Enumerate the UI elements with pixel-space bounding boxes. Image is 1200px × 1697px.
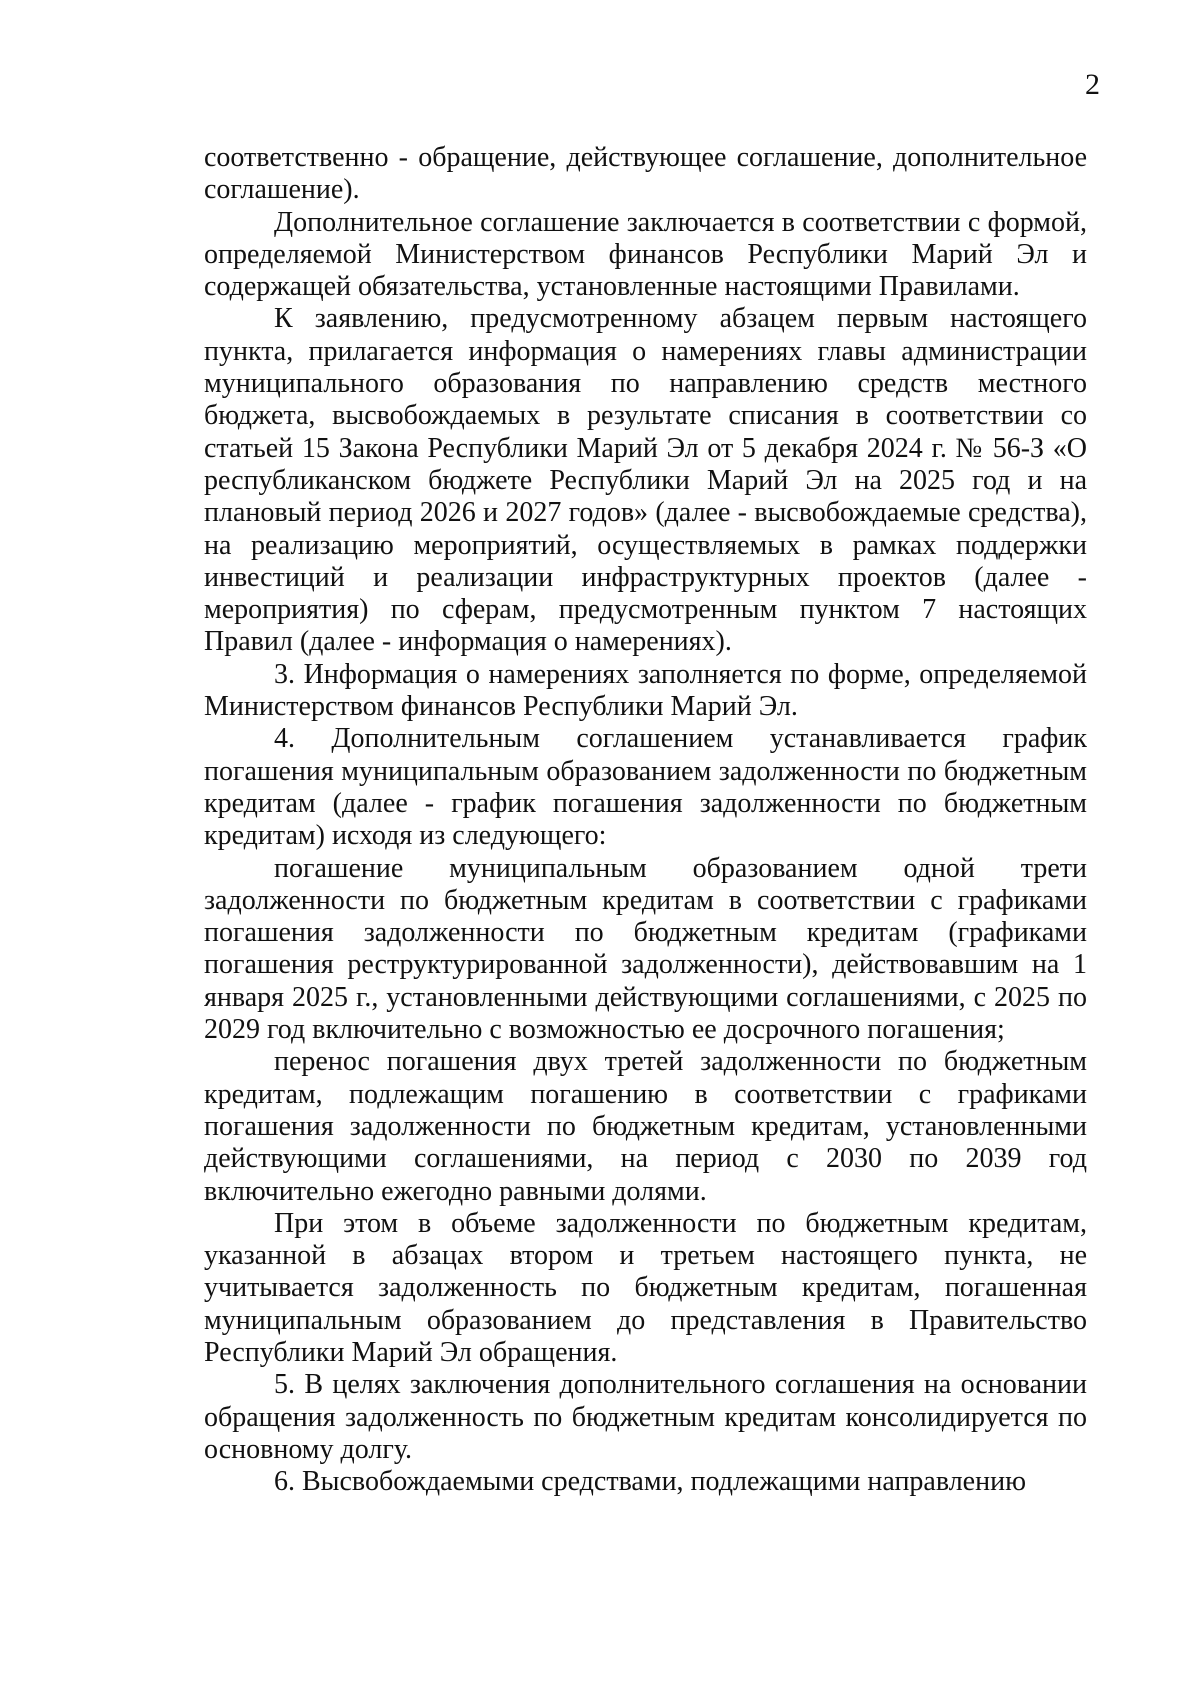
paragraph-item-3: 3. Информация о намерениях заполняется по форме, определяемой Министерством финансов Республики Марий Эл.	[204, 658, 1087, 723]
paragraph-item-5: 5. В целях заключения дополнительного соглашения на основании обращения задолженность по бюджетным кредитам консолидируется по основному долгу.	[204, 1369, 1087, 1465]
document-body	[204, 142, 1087, 1498]
paragraph-item-6: 6. Высвобождаемыми средствами, подлежащими направлению	[274, 1466, 1026, 1498]
paragraph-repayment-one-third: погашение муниципальным образованием одной трети задолженности по бюджетным кредитам в соответствии с графиками погашения задолженности по бюджетным кредитам (графиками погашения реструктурированной задолженности), действовавшим на 1 января 2025 г., установленными действующими соглашениями, с 2025 по 2029 год включительно с возможностью ее досрочного погашения;	[204, 852, 1087, 1046]
page-number: 2	[1085, 68, 1100, 101]
paragraph-continuation: соответственно - обращение, действующее соглашение, дополнительное соглашение).	[204, 142, 1087, 206]
paragraph-intentions-info: К заявлению, предусмотренному абзацем первым настоящего пункта, прилагается информация о намерениях главы администрации муниципального образования по направлению средств местного бюджета, высвобождаемых в результате списания в соответствии со статьей 15 Закона Республики Марий Эл от 5 декабря 2024 г. № 56-З «О республиканском бюджете Республики Марий Эл на 2025 год и на плановый период 2026 и 2027 годов» (далее - высвобождаемые средства), на реализацию мероприятий, осуществляемых в рамках поддержки инвестиций и реализации инфраструктурных проектов (далее - мероприятия) по сферам, предусмотренным пунктом 7 настоящих Правил (далее - информация о намерениях).	[204, 303, 1087, 658]
paragraph-exclusion: При этом в объеме задолженности по бюджетным кредитам, указанной в абзацах втором и третьем настоящего пункта, не учитывается задолженность по бюджетным кредитам, погашенная муниципальным образованием до представления в Правительство Республики Марий Эл обращения.	[204, 1207, 1087, 1368]
paragraph-transfer-two-thirds: перенос погашения двух третей задолженности по бюджетным кредитам, подлежащим погашению в соответствии с графиками погашения задолженности по бюджетным кредитам, установленными действующими соглашениями, на период с 2030 по 2039 год включительно ежегодно равными долями.	[204, 1046, 1087, 1207]
paragraph-item-4: 4. Дополнительным соглашением устанавливается график погашения муниципальным образованием задолженности по бюджетным кредитам (далее - график погашения задолженности по бюджетным кредитам) исходя из следующего:	[204, 723, 1087, 852]
paragraph-additional-agreement-form: Дополнительное соглашение заключается в соответствии с формой, определяемой Министерством финансов Республики Марий Эл и содержащей обязательства, установленные настоящими Правилами.	[204, 206, 1087, 303]
